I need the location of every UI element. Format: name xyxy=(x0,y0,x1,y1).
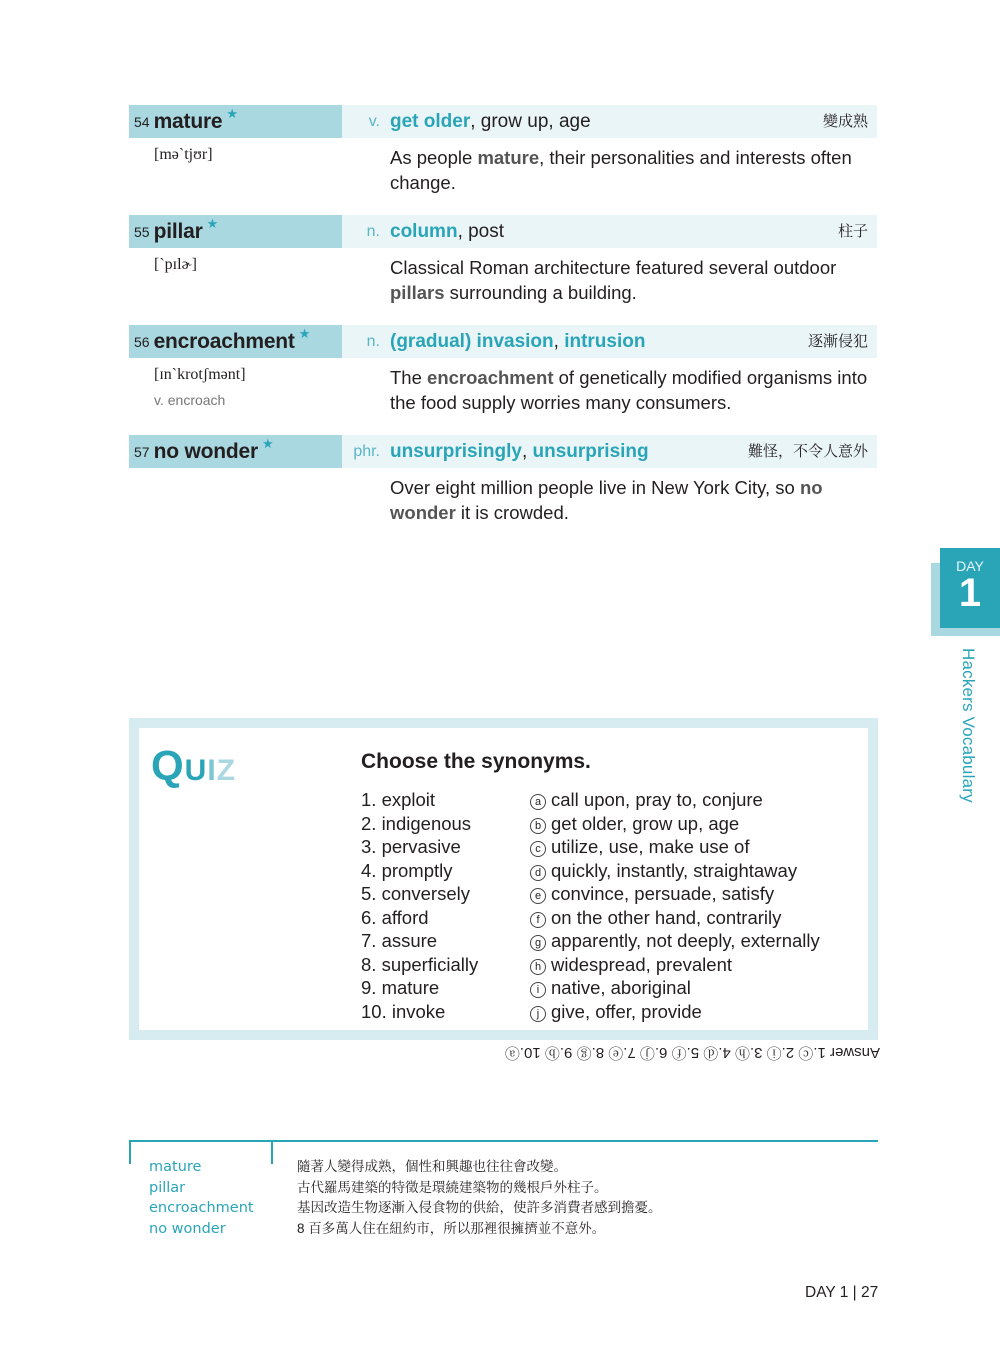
part-of-speech: n. xyxy=(366,332,380,350)
quiz-option xyxy=(530,906,820,930)
star-icon: ★ xyxy=(226,105,239,121)
example-part: mature xyxy=(477,147,540,168)
option-letter-icon: g xyxy=(530,935,546,951)
divider-tick xyxy=(129,1140,131,1164)
example-part: encroachment xyxy=(427,367,554,388)
quiz-option xyxy=(530,788,820,812)
quiz-box xyxy=(129,718,878,1040)
option-letter-icon: j xyxy=(530,1006,546,1022)
definition-part: , post xyxy=(457,220,505,242)
part-of-speech: n. xyxy=(366,222,380,240)
quiz-question: 6. afford xyxy=(361,906,429,928)
translation-word: mature xyxy=(149,1159,202,1175)
headword-cell xyxy=(129,325,342,358)
definition xyxy=(390,441,649,463)
quiz-question: 8. superficially xyxy=(361,953,479,975)
quiz-options xyxy=(530,788,820,1023)
translation-words xyxy=(149,1157,254,1239)
quiz-option xyxy=(530,882,820,906)
definition-part: unsurprising xyxy=(532,440,649,462)
option-text: call upon, pray to, conjure xyxy=(551,789,763,810)
book-title: Hackers Vocabulary xyxy=(959,648,978,803)
option-letter-icon: i xyxy=(530,982,546,998)
headword-cell xyxy=(129,435,342,468)
entry-header xyxy=(129,215,877,248)
quiz-question: 7. assure xyxy=(361,930,438,951)
quiz-question: 10. invoke xyxy=(361,1000,446,1022)
definition-part: column xyxy=(390,220,458,242)
option-letter-icon: d xyxy=(530,865,546,881)
option-letter-icon: a xyxy=(530,794,546,810)
quiz-question: 3. pervasive xyxy=(361,836,461,857)
translation-sentences xyxy=(297,1157,662,1239)
headword-cell xyxy=(129,215,342,248)
example-part: no wonder xyxy=(390,477,823,523)
headword: no wonder xyxy=(153,439,258,463)
example-part: it is crowded. xyxy=(455,502,569,523)
quiz-option xyxy=(530,812,820,836)
day-number: 1 xyxy=(958,571,982,615)
quiz-option xyxy=(530,835,820,859)
quiz-option xyxy=(530,976,820,1000)
translation-word: pillar xyxy=(149,1179,186,1196)
quiz-question: 4. promptly xyxy=(361,859,453,881)
star-icon: ★ xyxy=(206,215,219,231)
chinese-meaning: 逐漸侵犯 xyxy=(807,333,868,350)
divider-line xyxy=(129,1140,878,1142)
quiz-option xyxy=(530,929,820,953)
definition-part: , xyxy=(553,330,565,352)
star-icon: ★ xyxy=(298,325,311,341)
day-label: DAY xyxy=(956,558,984,574)
option-text: on the other hand, contrarily xyxy=(551,906,782,928)
translation-sentence: 古代羅馬建築的特徵是環繞建築物的幾根戶外柱子。 xyxy=(297,1179,608,1195)
option-letter-icon: h xyxy=(530,959,546,975)
example-part: As people xyxy=(390,147,478,168)
quiz-option xyxy=(530,953,820,977)
quiz-question: 2. indigenous xyxy=(361,812,472,834)
definition-cell xyxy=(342,435,877,468)
option-text: quickly, instantly, straightaway xyxy=(551,859,798,881)
example-part: pillars xyxy=(390,282,445,303)
definition-part: (gradual) invasion xyxy=(390,330,554,352)
vocab-entry xyxy=(129,435,877,523)
quiz-answer-key: Answer 1.ⓒ 2.ⓘ 3.ⓗ 4.ⓓ 5.ⓕ 6.ⓙ 7.ⓔ 8.ⓖ 9.ⓑ 10.ⓐ xyxy=(504,1044,880,1061)
example-part: of genetically modified organisms into the food supply worries many consumers. xyxy=(390,367,868,413)
option-letter-icon: c xyxy=(530,841,546,857)
page-number: DAY 1 | 27 xyxy=(805,1284,879,1301)
entry-number: 55 xyxy=(134,223,150,240)
example-part: surrounding a building. xyxy=(444,282,637,303)
derivative: v. encroach xyxy=(154,392,226,408)
example-sentence xyxy=(390,145,880,195)
chinese-meaning: 柱子 xyxy=(837,223,868,240)
headword: mature xyxy=(153,109,223,133)
option-text: utilize, use, make use of xyxy=(551,836,750,857)
option-text: apparently, not deeply, externally xyxy=(551,930,820,951)
entry-number: 56 xyxy=(134,333,150,350)
chinese-meaning: 難怪，不令人意外 xyxy=(747,443,868,460)
definition-cell xyxy=(342,105,877,138)
entry-header xyxy=(129,435,877,468)
example-part: The xyxy=(390,367,428,388)
part-of-speech: phr. xyxy=(353,442,380,460)
vocab-entry xyxy=(129,105,877,193)
divider-tick xyxy=(271,1140,273,1164)
quiz-option xyxy=(530,859,820,883)
definition-part: unsurprisingly xyxy=(390,440,522,462)
option-text: convince, persuade, satisfy xyxy=(551,883,775,904)
quiz-questions xyxy=(361,788,478,1023)
entry-number: 54 xyxy=(134,113,150,130)
chinese-meaning: 變成熟 xyxy=(822,113,868,130)
quiz-instruction: Choose the synonyms. xyxy=(361,750,591,773)
entry-number: 57 xyxy=(134,443,150,460)
option-letter-icon: f xyxy=(530,912,546,928)
definition-part: get older xyxy=(390,110,471,132)
example-part: Classical Roman architecture featured several outdoor xyxy=(390,257,837,278)
headword-cell xyxy=(129,105,342,138)
quiz-question: 5. conversely xyxy=(361,883,470,904)
quiz-question: 9. mature xyxy=(361,977,440,998)
definition-part: intrusion xyxy=(564,330,646,352)
headword: encroachment xyxy=(153,329,295,353)
option-text: get older, grow up, age xyxy=(551,812,740,834)
day-tab xyxy=(940,548,1000,628)
example-part: Over eight million people live in New York City, so xyxy=(390,477,800,498)
headword: pillar xyxy=(153,219,203,243)
definition-part: , xyxy=(521,440,533,462)
translation-word: no wonder xyxy=(149,1220,226,1237)
definition xyxy=(390,331,645,353)
definition-part: , grow up, age xyxy=(470,110,591,132)
example-sentence xyxy=(390,475,880,525)
example-sentence xyxy=(390,255,880,305)
part-of-speech: v. xyxy=(368,112,380,130)
definition xyxy=(390,111,591,133)
example-sentence xyxy=(390,365,880,415)
translation-section xyxy=(129,1140,878,1240)
vocab-entry xyxy=(129,215,877,303)
example-part: , their personalities and interests often change. xyxy=(390,147,852,193)
option-letter-icon: b xyxy=(530,818,546,834)
option-letter-icon: e xyxy=(530,888,546,904)
entry-header xyxy=(129,105,877,138)
phonetic: [`pɪlɚ] xyxy=(154,256,197,273)
definition xyxy=(390,221,504,243)
definition-cell xyxy=(342,325,877,358)
option-text: give, offer, provide xyxy=(551,1000,702,1022)
translation-word: encroachment xyxy=(149,1200,254,1216)
entry-header xyxy=(129,325,877,358)
quiz-option xyxy=(530,1000,820,1024)
translation-sentence: 隨著人變得成熟，個性和興趣也往往會改變。 xyxy=(297,1159,567,1174)
quiz-question: 1. exploit xyxy=(361,789,436,810)
option-text: widespread, prevalent xyxy=(551,953,732,975)
vocab-entry xyxy=(129,325,877,413)
star-icon: ★ xyxy=(261,435,274,451)
translation-sentence: 8 百多萬人住在紐約市，所以那裡很擁擠並不意外。 xyxy=(297,1220,606,1236)
option-text: native, aboriginal xyxy=(551,977,691,998)
definition-cell xyxy=(342,215,877,248)
translation-sentence: 基因改造生物逐漸入侵食物的供給，使許多消費者感到擔憂。 xyxy=(297,1200,662,1215)
quiz-logo: QUIZ xyxy=(151,742,237,789)
phonetic: [mə`tjʊr] xyxy=(154,146,213,163)
phonetic: [ɪn`krotʃmənt] xyxy=(154,366,246,383)
